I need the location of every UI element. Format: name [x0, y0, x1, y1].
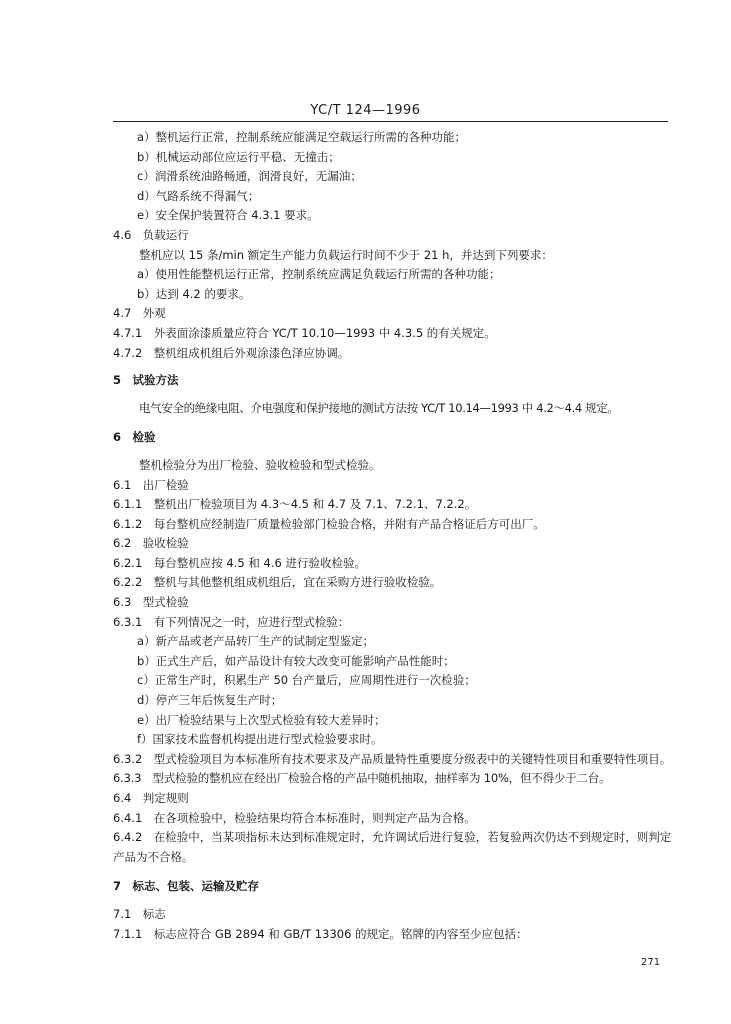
clause-heading: 6.1 出厂检验 — [113, 477, 189, 492]
clause: 6.2.1 每台整机应按 4.5 和 4.6 进行验收检验。 — [113, 555, 366, 570]
list-item: a）使用性能整机运行正常，控制系统应满足负载运行所需的各种功能； — [137, 267, 501, 282]
paragraph: 整机检验分为出厂检验、验收检验和型式检验。 — [139, 457, 381, 472]
section-heading: 6 检验 — [113, 430, 156, 445]
clause: 6.3.3 型式检验的整机应在经出厂检验合格的产品中随机抽取，抽样率为 10%，但不得少于二台。 — [113, 771, 611, 786]
clause: 6.1.1 整机出厂检验项目为 4.3～4.5 和 4.7 及 7.1、7.2.1、7.2.2。 — [113, 497, 477, 512]
clause-heading: 6.4 判定规则 — [113, 791, 189, 805]
clause: 4.7.1 外表面涂漆质量应符合 YC/T 10.10—1993 中 4.3.5 的有关规定。 — [113, 325, 496, 340]
clause-heading: 4.6 负载运行 — [113, 227, 189, 242]
list-item: a）整机运行正常，控制系统应能满足空载运行所需的各种功能； — [137, 130, 467, 144]
paragraph: 电气安全的绝缘电阻、介电强度和保护接地的测试方法按 YC/T 10.14—1993 中 4.2～4.4 规定。 — [139, 400, 619, 415]
page-number: 271 — [641, 957, 661, 968]
clause: 4.7.2 整机组成机组后外观涂漆色泽应协调。 — [113, 345, 350, 360]
list-item: d）气路系统不得漏气； — [137, 188, 260, 203]
list-item: d）停产三年后恢复生产时； — [137, 693, 283, 708]
list-item: b）达到 4.2 的要求。 — [137, 286, 251, 301]
page-header: YC/T 124—1996 — [310, 103, 421, 118]
clause: 6.4.2 在检验中，当某项指标未达到标准规定时，允许调试后进行复验，若复验两次仍达不到规定时，则判定产品为不合格。 — [113, 830, 672, 864]
clause-heading: 6.2 验收检验 — [113, 536, 189, 551]
list-item: f）国家技术监督机构提出进行型式检验要求时。 — [137, 732, 383, 747]
clause: 7.1.1 标志应符合 GB 2894 和 GB/T 13306 的规定。铭牌的内容至少应包括： — [113, 926, 528, 941]
list-item: c）正常生产时，积累生产 50 台产量后，应周期性进行一次检验； — [137, 673, 476, 688]
section-heading: 5 试验方法 — [113, 373, 179, 388]
list-item: b）正式生产后，如产品设计有较大改变可能影响产品性能时； — [137, 653, 455, 668]
clause: 6.4.1 在各项检验中，检验结果均符合本标准时，则判定产品为合格。 — [113, 810, 476, 825]
clause: 6.3.2 型式检验项目为本标准所有技术要求及产品质量特性重要度分级表中的关键特性项目和重要特性项目。 — [113, 751, 672, 766]
list-item: c）润滑系统油路畅通，润滑良好，无漏油； — [137, 169, 362, 184]
list-item: b）机械运动部位应运行平稳、无撞击； — [137, 149, 340, 164]
clause: 6.2.2 整机与其他整机组成机组后，宜在采购方进行验收检验。 — [113, 575, 442, 590]
document-body — [113, 128, 673, 944]
clause-heading: 7.1 标志 — [113, 906, 166, 921]
clause-heading: 4.7 外观 — [113, 306, 166, 321]
list-item: a）新产品或老产品转厂生产的试制定型鉴定； — [137, 634, 375, 649]
clause: 6.3.1 有下列情况之一时，应进行型式检验： — [113, 614, 350, 629]
list-item: e）安全保护装置符合 4.3.1 要求。 — [137, 208, 319, 223]
clause: 6.1.2 每台整机应经制造厂质量检验部门检验合格，并附有产品合格证后方可出厂。 — [113, 516, 545, 531]
section-heading: 7 标志、包装、运输及贮存 — [113, 879, 260, 894]
paragraph: 整机应以 15 条/min 额定生产能力负载运行时间不少于 21 h，并达到下列要求： — [139, 247, 553, 262]
clause-heading: 6.3 型式检验 — [113, 595, 189, 610]
header-rule — [113, 121, 668, 122]
list-item: e）出厂检验结果与上次型式检验有较大差异时； — [137, 712, 386, 727]
